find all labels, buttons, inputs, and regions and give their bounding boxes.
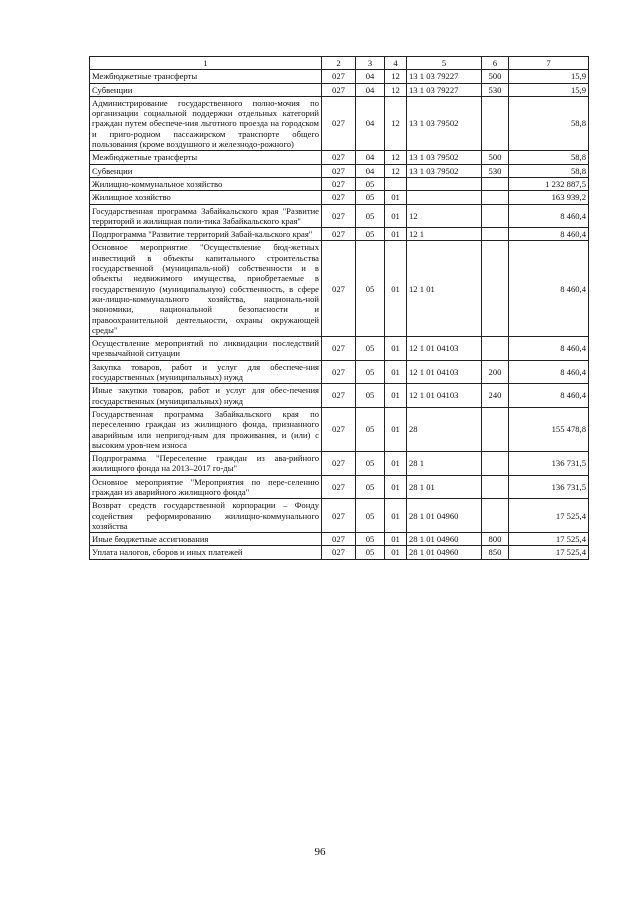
- expense-type-code: 240: [482, 384, 509, 408]
- amount-value: 58,8: [509, 151, 589, 164]
- section-code: 05: [356, 204, 385, 228]
- row-description: Основное мероприятие "Осуществление бюд-жетных инвестиций в объекты капитального строительства государственной (муниципаль-ной) собственности и в объекты недвижимого имущества, приобретаемые в государственную (муниципальную) собственность, в сфере жи-лищно-коммунального хозяйства, националь-ной экономики, национальной безопасности и правоохранительной деятельности, охраны окружающей среды": [90, 241, 322, 337]
- ministry-code: 027: [322, 83, 356, 96]
- target-article-code: 28 1 01 04960: [407, 499, 482, 533]
- subsection-code: 01: [385, 384, 407, 408]
- target-article-code: 13 1 03 79502: [407, 164, 482, 177]
- target-article-code: 28 1: [407, 452, 482, 476]
- expense-type-code: [482, 337, 509, 361]
- ministry-code: 027: [322, 164, 356, 177]
- amount-value: 155 478,8: [509, 407, 589, 451]
- expense-type-code: [482, 204, 509, 228]
- ministry-code: 027: [322, 177, 356, 190]
- target-article-code: 28 1 01 04960: [407, 546, 482, 559]
- expense-type-code: 200: [482, 360, 509, 384]
- target-article-code: 13 1 03 79502: [407, 96, 482, 150]
- target-article-code: 28: [407, 407, 482, 451]
- subsection-code: 12: [385, 83, 407, 96]
- ministry-code: 027: [322, 452, 356, 476]
- expense-type-code: 800: [482, 533, 509, 546]
- section-code: 05: [356, 533, 385, 546]
- amount-value: 8 460,4: [509, 228, 589, 241]
- table-row: [90, 360, 589, 384]
- row-description: Межбюджетные трансферты: [90, 151, 322, 164]
- target-article-code: [407, 177, 482, 190]
- expense-type-code: [482, 452, 509, 476]
- section-code: 05: [356, 360, 385, 384]
- column-header: 1: [90, 57, 322, 70]
- subsection-code: 01: [385, 475, 407, 499]
- expense-type-code: 850: [482, 546, 509, 559]
- subsection-code: 01: [385, 204, 407, 228]
- column-header: 2: [322, 57, 356, 70]
- row-description: Возврат средств государственной корпорации – Фонду содействия реформированию жилищно-коммунального хозяйства: [90, 499, 322, 533]
- target-article-code: 12 1 01 04103: [407, 337, 482, 361]
- expense-type-code: 530: [482, 83, 509, 96]
- subsection-code: 01: [385, 241, 407, 337]
- ministry-code: 027: [322, 241, 356, 337]
- column-header: 5: [407, 57, 482, 70]
- expense-type-code: 500: [482, 70, 509, 83]
- section-code: 04: [356, 83, 385, 96]
- amount-value: 17 525,4: [509, 533, 589, 546]
- ministry-code: 027: [322, 204, 356, 228]
- row-description: Закупка товаров, работ и услуг для обеспече-ния государственных (муниципальных) нужд: [90, 360, 322, 384]
- ministry-code: 027: [322, 191, 356, 204]
- table-row: [90, 228, 589, 241]
- section-code: 05: [356, 407, 385, 451]
- row-description: Администрирование государственного полно-мочия по организации социальной поддержки отдельных категорий граждан путем обеспече-ния льготного проезда на городском и приго-родном пассажирском транспорте общего пользования (кроме воздушного и железнодо-рожного): [90, 96, 322, 150]
- section-code: 05: [356, 452, 385, 476]
- row-description: Государственная программа Забайкальского края по переселению граждан из жилищного фонда, признанного аварийным или непригод-ным для проживания, и (или) с высоким уров-нем износа: [90, 407, 322, 451]
- table-row: [90, 70, 589, 83]
- ministry-code: 027: [322, 499, 356, 533]
- target-article-code: 12 1 01 04103: [407, 360, 482, 384]
- subsection-code: 01: [385, 452, 407, 476]
- expense-type-code: 500: [482, 151, 509, 164]
- row-description: Межбюджетные трансферты: [90, 70, 322, 83]
- section-code: 05: [356, 499, 385, 533]
- table-row: [90, 337, 589, 361]
- amount-value: 163 939,2: [509, 191, 589, 204]
- table-row: [90, 452, 589, 476]
- section-code: 05: [356, 228, 385, 241]
- amount-value: 15,9: [509, 70, 589, 83]
- column-header: 3: [356, 57, 385, 70]
- subsection-code: 01: [385, 407, 407, 451]
- table-row: [90, 204, 589, 228]
- row-description: Иные бюджетные ассигнования: [90, 533, 322, 546]
- subsection-code: 12: [385, 96, 407, 150]
- row-description: Подпрограмма "Переселение граждан из ава-рийного жилищного фонда на 2013–2017 го-ды": [90, 452, 322, 476]
- row-description: Государственная программа Забайкальского края "Развитие территорий и жилищная поли-тика Забайкальского края": [90, 204, 322, 228]
- section-code: 05: [356, 475, 385, 499]
- target-article-code: 12 1 01 04103: [407, 384, 482, 408]
- table-row: [90, 177, 589, 190]
- target-article-code: 12 1: [407, 228, 482, 241]
- row-description: Жилищно-коммунальное хозяйство: [90, 177, 322, 190]
- amount-value: 17 525,4: [509, 546, 589, 559]
- table-row: [90, 499, 589, 533]
- amount-value: 58,8: [509, 164, 589, 177]
- expense-type-code: [482, 407, 509, 451]
- table-row: [90, 83, 589, 96]
- section-code: 04: [356, 164, 385, 177]
- row-description: Основное мероприятие "Мероприятия по пере-селению граждан из аварийного жилищного фонда": [90, 475, 322, 499]
- row-description: Субвенции: [90, 83, 322, 96]
- row-description: Жилищное хозяйство: [90, 191, 322, 204]
- table-row: [90, 384, 589, 408]
- row-description: Субвенции: [90, 164, 322, 177]
- row-description: Уплата налогов, сборов и иных платежей: [90, 546, 322, 559]
- section-code: 05: [356, 241, 385, 337]
- page-number: 96: [314, 846, 326, 858]
- ministry-code: 027: [322, 360, 356, 384]
- amount-value: 8 460,4: [509, 360, 589, 384]
- amount-value: 8 460,4: [509, 241, 589, 337]
- budget-table: [89, 56, 589, 560]
- section-code: 05: [356, 191, 385, 204]
- subsection-code: [385, 177, 407, 190]
- ministry-code: 027: [322, 96, 356, 150]
- ministry-code: 027: [322, 407, 356, 451]
- subsection-code: 01: [385, 360, 407, 384]
- table-row: [90, 546, 589, 559]
- expense-type-code: [482, 96, 509, 150]
- table-row: [90, 241, 589, 337]
- table-row: [90, 533, 589, 546]
- ministry-code: 027: [322, 533, 356, 546]
- expense-type-code: [482, 191, 509, 204]
- amount-value: 8 460,4: [509, 337, 589, 361]
- amount-value: 8 460,4: [509, 384, 589, 408]
- target-article-code: 13 1 03 79502: [407, 151, 482, 164]
- ministry-code: 027: [322, 151, 356, 164]
- expense-type-code: [482, 228, 509, 241]
- column-header: 4: [385, 57, 407, 70]
- ministry-code: 027: [322, 546, 356, 559]
- expense-type-code: [482, 499, 509, 533]
- amount-value: 1 232 887,5: [509, 177, 589, 190]
- ministry-code: 027: [322, 70, 356, 83]
- section-code: 04: [356, 70, 385, 83]
- subsection-code: 01: [385, 228, 407, 241]
- target-article-code: [407, 191, 482, 204]
- amount-value: 8 460,4: [509, 204, 589, 228]
- section-code: 05: [356, 177, 385, 190]
- expense-type-code: [482, 475, 509, 499]
- section-code: 05: [356, 384, 385, 408]
- row-description: Подпрограмма "Развитие территорий Забай-кальского края": [90, 228, 322, 241]
- table-row: [90, 407, 589, 451]
- table-header-row: [90, 57, 589, 70]
- table-row: [90, 151, 589, 164]
- section-code: 04: [356, 151, 385, 164]
- subsection-code: 01: [385, 337, 407, 361]
- table-row: [90, 475, 589, 499]
- subsection-code: 01: [385, 499, 407, 533]
- expense-type-code: [482, 177, 509, 190]
- section-code: 05: [356, 546, 385, 559]
- subsection-code: 01: [385, 546, 407, 559]
- column-header: 6: [482, 57, 509, 70]
- amount-value: 136 731,5: [509, 452, 589, 476]
- target-article-code: 12: [407, 204, 482, 228]
- row-description: Осуществление мероприятий по ликвидации последствий чрезвычайной ситуации: [90, 337, 322, 361]
- subsection-code: 12: [385, 151, 407, 164]
- table-row: [90, 164, 589, 177]
- column-header: 7: [509, 57, 589, 70]
- amount-value: 136 731,5: [509, 475, 589, 499]
- subsection-code: 01: [385, 533, 407, 546]
- row-description: Иные закупки товаров, работ и услуг для обес-печения государственных (муниципальных) нужд: [90, 384, 322, 408]
- subsection-code: 12: [385, 164, 407, 177]
- subsection-code: 12: [385, 70, 407, 83]
- expense-type-code: [482, 241, 509, 337]
- section-code: 05: [356, 337, 385, 361]
- target-article-code: 13 1 03 79227: [407, 70, 482, 83]
- target-article-code: 12 1 01: [407, 241, 482, 337]
- target-article-code: 13 1 03 79227: [407, 83, 482, 96]
- table-row: [90, 191, 589, 204]
- target-article-code: 28 1 01: [407, 475, 482, 499]
- target-article-code: 28 1 01 04960: [407, 533, 482, 546]
- ministry-code: 027: [322, 228, 356, 241]
- amount-value: 15,9: [509, 83, 589, 96]
- subsection-code: 01: [385, 191, 407, 204]
- amount-value: 17 525,4: [509, 499, 589, 533]
- ministry-code: 027: [322, 337, 356, 361]
- ministry-code: 027: [322, 475, 356, 499]
- ministry-code: 027: [322, 384, 356, 408]
- section-code: 04: [356, 96, 385, 150]
- expense-type-code: 530: [482, 164, 509, 177]
- amount-value: 58,8: [509, 96, 589, 150]
- table-row: [90, 96, 589, 150]
